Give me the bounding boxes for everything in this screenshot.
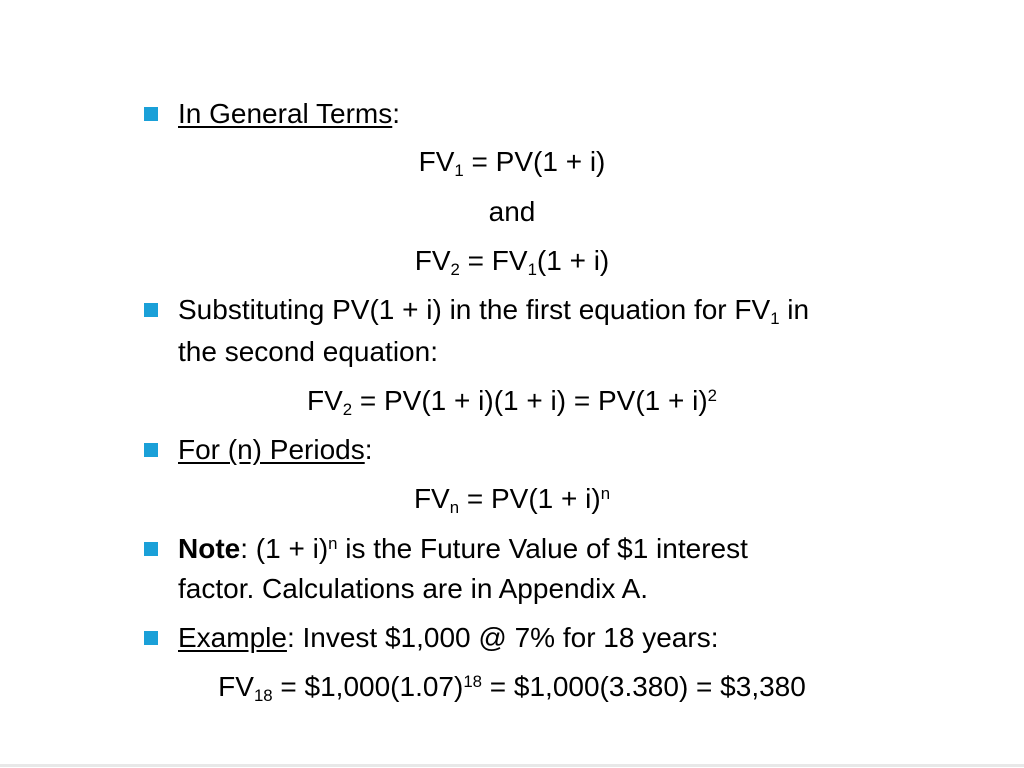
text: is the Future Value of $1 interest <box>337 533 748 564</box>
fv-symbol: FV <box>413 483 450 514</box>
equation-fv2-substituted <box>0 385 1024 420</box>
fv-subscript: 2 <box>342 400 353 420</box>
exponent: n <box>328 533 338 553</box>
fv-subscript: n <box>449 498 460 518</box>
fv-subscript: 1 <box>527 260 537 280</box>
square-bullet-icon <box>144 542 158 556</box>
equation-fv1 <box>0 146 1024 181</box>
equation-rhs: = $1,000(3.380) = $3,380 <box>482 671 806 702</box>
fv-subscript: 2 <box>450 260 460 280</box>
square-bullet-icon <box>144 107 158 121</box>
heading-n-periods: For (n) Periods <box>178 434 365 465</box>
bullet-text-line2: factor. Calculations are in Appendix A. <box>178 573 649 604</box>
colon: : <box>364 434 373 465</box>
exponent: n <box>600 483 611 503</box>
colon: : <box>392 98 401 129</box>
bullet-text <box>178 624 718 652</box>
fv-subscript: 1 <box>770 309 780 329</box>
equation-rhs: = PV(1 + i) <box>463 146 606 177</box>
equation-mid: = $1,000(1.07) <box>272 671 464 702</box>
square-bullet-icon <box>144 443 158 457</box>
fv-symbol: FV <box>306 385 343 416</box>
equation-fv18 <box>0 671 1024 706</box>
exponent: 2 <box>707 385 718 405</box>
equation-mid: = FV <box>459 245 528 276</box>
note-label: Note <box>178 533 241 564</box>
text: : (1 + i) <box>240 533 329 564</box>
equation-rhs: = PV(1 + i) <box>459 483 601 514</box>
example-label: Example <box>178 622 287 653</box>
fv-subscript: 18 <box>253 686 273 706</box>
text: in <box>779 294 810 325</box>
fv-subscript: 1 <box>454 161 464 181</box>
fv-symbol: FV <box>414 245 451 276</box>
bullet-text <box>178 436 373 464</box>
equation-rhs: = PV(1 + i)(1 + i) = PV(1 + i) <box>352 385 708 416</box>
bottom-divider <box>0 764 1024 767</box>
conjunction-and: and <box>488 196 536 227</box>
text: Substituting PV(1 + i) in the first equation for FV <box>178 294 771 325</box>
fv-symbol: FV <box>218 671 254 702</box>
bullet-text-line1 <box>178 294 810 329</box>
equation-fv2 <box>0 245 1024 280</box>
bullet-text <box>178 100 400 128</box>
equation-rhs: (1 + i) <box>536 245 610 276</box>
exponent: 18 <box>463 671 482 691</box>
text: : Invest $1,000 @ 7% for 18 years: <box>286 622 719 653</box>
square-bullet-icon <box>144 303 158 317</box>
equation-fvn <box>0 483 1024 518</box>
bullet-text-line2: the second equation: <box>178 336 438 367</box>
heading-general-terms: In General Terms <box>178 98 393 129</box>
square-bullet-icon <box>144 631 158 645</box>
fv-symbol: FV <box>418 146 455 177</box>
bullet-text-line1 <box>178 535 748 563</box>
